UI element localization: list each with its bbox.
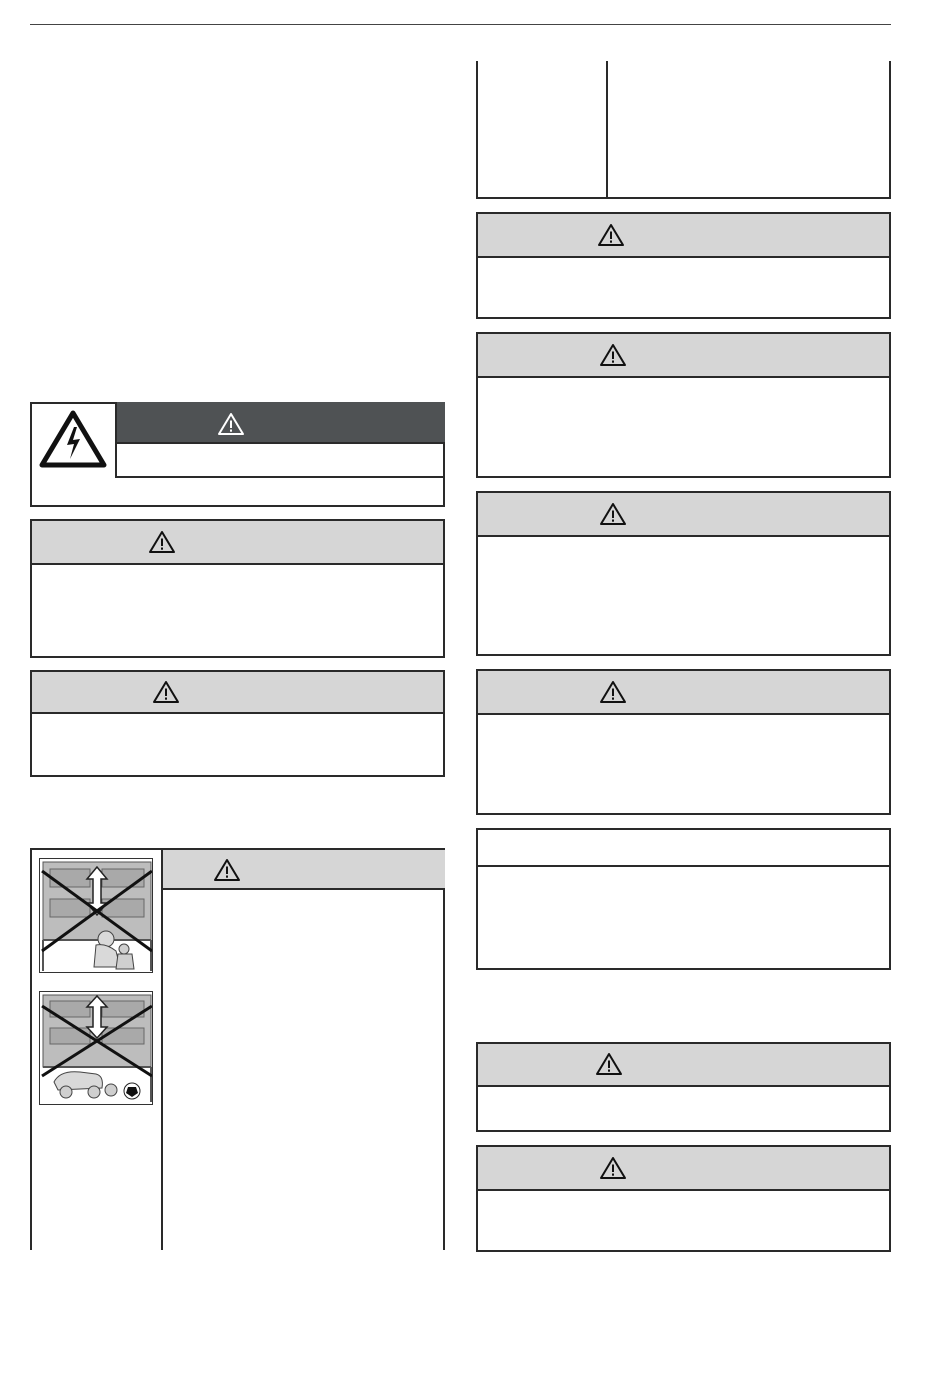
warning-header [478,214,889,258]
notice-box [476,828,891,970]
child-under-door-prohibited-icon [39,858,153,973]
warning-header [478,671,889,715]
danger-header [117,402,445,444]
warning-header [478,1147,889,1191]
top-rule [30,24,891,25]
warning-box-1 [30,519,445,658]
children-divider [161,850,163,1250]
warning-box-5 [476,491,891,656]
warning-header [478,493,889,537]
danger-footer-row [30,478,445,507]
warning-box-7 [476,1042,891,1132]
warning-box-3 [476,212,891,319]
electric-shock-icon [38,409,108,469]
warning-box-2 [30,670,445,777]
warning-header [32,521,443,565]
notice-header [478,830,889,867]
warning-header [32,672,443,714]
warning-triangle-icon [599,343,627,367]
warning-triangle-icon [148,530,176,554]
warning-triangle-icon [599,502,627,526]
toys-under-door-prohibited-icon [39,991,153,1105]
table-fragment [476,61,891,199]
warning-triangle-icon [599,1156,627,1180]
warning-box-6 [476,669,891,815]
warning-triangle-icon [213,858,241,882]
warning-box-8 [476,1145,891,1252]
electric-icon-cell [30,402,117,478]
warning-header [478,334,889,378]
warning-triangle-icon [152,680,180,704]
warning-box-4 [476,332,891,478]
table-column-divider [606,61,608,197]
warning-children-box [30,848,445,1250]
warning-triangle-icon [217,412,245,436]
warning-header [163,850,445,890]
danger-electric-box [30,402,445,507]
warning-triangle-icon [595,1052,623,1076]
danger-text-row [117,444,445,478]
warning-header [478,1044,889,1087]
warning-triangle-icon [599,680,627,704]
warning-triangle-icon [597,223,625,247]
